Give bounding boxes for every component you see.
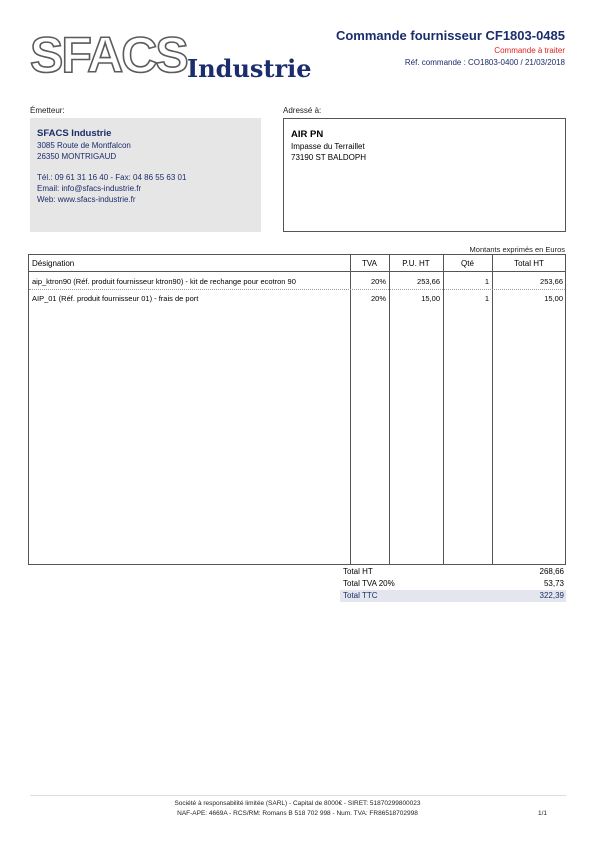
recipient-block: [283, 118, 566, 232]
line-tva: 20%: [370, 294, 386, 303]
company-logo: SFACS: [30, 27, 187, 83]
recipient-label: Adressé à:: [283, 106, 322, 115]
footer-divider: [30, 795, 566, 796]
recipient-address-line2: 73190 ST BALDOPH: [291, 153, 367, 162]
line-quantity: 1: [484, 294, 489, 303]
column-header-tva: TVA: [362, 259, 377, 268]
total-ht-label: Total HT: [343, 567, 373, 576]
line-unit-price: 15,00: [421, 294, 440, 303]
total-ht-value: 268,66: [539, 567, 564, 576]
line-designation: aip_ktron90 (Réf. produit fournisseur ktron90) - kit de rechange pour ecotron 90: [32, 277, 296, 286]
document-title: Commande fournisseur CF1803-0485: [335, 28, 565, 43]
table-row: [29, 272, 565, 290]
sender-address-line2: 26350 MONTRIGAUD: [37, 152, 117, 161]
column-header-total: Total HT: [514, 259, 544, 268]
sender-web: Web: www.sfacs-industrie.fr: [37, 195, 136, 204]
total-tva-value: 53,73: [543, 579, 564, 588]
currency-note: Montants exprimés en Euros: [469, 245, 565, 254]
column-header-unit-price: P.U. HT: [402, 259, 430, 268]
page-number: 1/1: [537, 810, 547, 817]
sender-block: [30, 118, 261, 232]
total-ht-row: [340, 566, 566, 578]
sender-address-line1: 3085 Route de Montfalcon: [37, 141, 131, 150]
column-header-designation: Désignation: [32, 259, 75, 268]
company-logo-suffix: Industrie: [187, 54, 312, 83]
line-unit-price: 253,66: [417, 277, 440, 286]
order-reference: Réf. commande : CO1803-0400 / 21/03/2018: [404, 58, 565, 67]
recipient-name: AIR PN: [291, 129, 324, 140]
totals-block: [340, 566, 566, 602]
recipient-address-line1: Impasse du Terraillet: [291, 142, 365, 151]
sender-label: Émetteur:: [30, 106, 65, 115]
footer-legal-line1: Société à responsabilité limitée (SARL) - Capital de 8000€ - SIRET: 51870299800023: [174, 800, 421, 807]
total-ttc-value: 322,39: [539, 591, 564, 600]
line-designation: AIP_01 (Réf. produit fournisseur 01) - frais de port: [32, 294, 199, 303]
total-tva-label: Total TVA 20%: [343, 579, 395, 588]
line-tva: 20%: [370, 277, 386, 286]
sender-phone: Tél.: 09 61 31 16 40 - Fax: 04 86 55 63 01: [37, 173, 187, 182]
line-total: 253,66: [540, 277, 563, 286]
footer-legal-line2: NAF-APE: 4669A - RCS/RM: Romans B 518 702 998 - Num. TVA: FR86518702998: [177, 810, 418, 817]
sender-name: SFACS Industrie: [37, 128, 112, 139]
sender-email: Email: info@sfacs-industrie.fr: [37, 184, 142, 193]
line-quantity: 1: [484, 277, 489, 286]
total-ttc-row: [340, 590, 566, 602]
column-header-quantity: Qté: [461, 259, 474, 268]
total-ttc-label: Total TTC: [343, 591, 378, 600]
total-tva-row: [340, 578, 566, 590]
order-status: Commande à traiter: [494, 46, 565, 55]
order-lines-table: [28, 254, 566, 565]
table-row: [29, 289, 565, 306]
line-total: 15,00: [544, 294, 563, 303]
